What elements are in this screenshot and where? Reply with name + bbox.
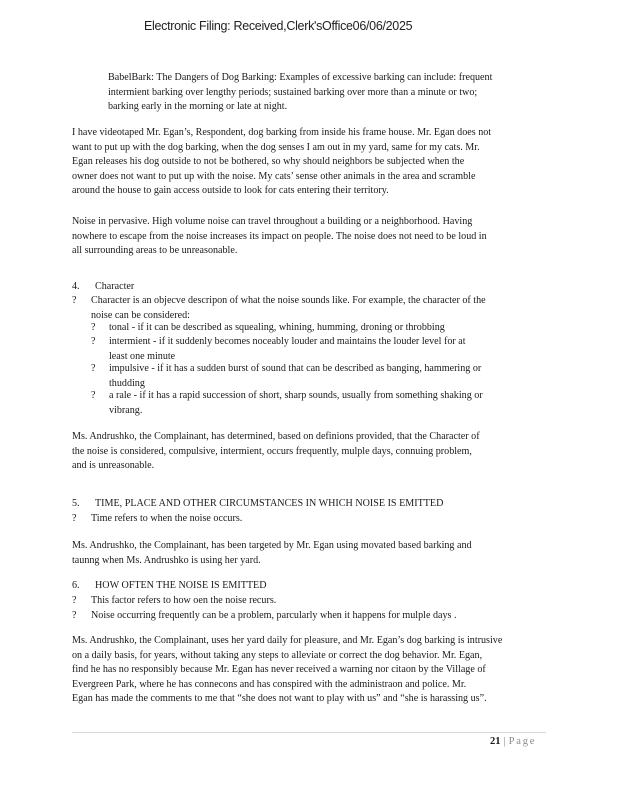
- paragraph-line: all surrounding areas to be unreasonable.: [72, 245, 238, 257]
- paragraph-line: intermient - if it suddenly becomes noceably louder and maintains the louder level for at: [109, 336, 466, 347]
- section-6-item: This factor refers to how oen the noise recurs.: [91, 595, 277, 606]
- page-separator: |: [503, 736, 506, 747]
- paragraph-line: Evergreen Park, where he has connecons and has conspired with the administraon and police. Mr.: [72, 678, 467, 690]
- section-4-number: 4.: [72, 281, 80, 292]
- bullet-symbol: ?: [72, 513, 77, 524]
- section-5-item: Time refers to when the noise occurs.: [91, 513, 243, 524]
- bullet-symbol: ?: [72, 295, 77, 306]
- section-5-number: 5.: [72, 498, 80, 509]
- quote-block: [108, 71, 492, 115]
- paragraph-pervasive: [72, 215, 487, 259]
- quote-line: BabelBark: The Dangers of Dog Barking: Examples of excessive barking can include: frequent: [108, 72, 493, 83]
- paragraph-line: a rale - if it has a rapid succession of short, sharp sounds, usually from something shaking or: [109, 390, 483, 401]
- paragraph-line: vibrang.: [109, 404, 143, 416]
- bullet-symbol: ?: [91, 390, 96, 401]
- paragraph-targeted: [72, 539, 472, 568]
- character-item-tonal: [109, 321, 445, 336]
- bullet-symbol: ?: [91, 322, 96, 333]
- bullet-symbol: ?: [72, 610, 77, 621]
- bullet-symbol: ?: [91, 363, 96, 374]
- paragraph-line: thudding: [109, 377, 145, 389]
- page-number: 21: [490, 736, 501, 747]
- section-6-title: HOW OFTEN THE NOISE IS EMITTED: [95, 580, 267, 591]
- page-footer: [490, 736, 536, 747]
- paragraph-line: noise can be considered:: [91, 309, 190, 321]
- paragraph-line: Ms. Andrushko, the Complainant, has been targeted by Mr. Egan using movated based barking and: [72, 540, 472, 551]
- section-6-item: Noise occurring frequently can be a problem, parcularly when it happens for mulple days .: [91, 610, 457, 621]
- bullet-symbol: ?: [91, 336, 96, 347]
- page-label: Page: [508, 736, 537, 747]
- bullet-symbol: ?: [72, 595, 77, 606]
- paragraph-line: and is unreasonable.: [72, 460, 155, 472]
- character-item-intermittent: [109, 335, 466, 364]
- paragraph-line: owner does not want to put up with the noise. My cats’ sense other animals in the area and scramble: [72, 170, 476, 182]
- paragraph-line: Character is an objecve descripon of what the noise sounds like. For example, the character of the: [91, 295, 486, 306]
- section-4-title: Character: [95, 281, 135, 292]
- section-4-intro: [91, 294, 486, 323]
- paragraph-line: on a daily basis, for years, without taking any steps to alleviate or correct the dog behavior. Mr. Egan,: [72, 649, 483, 661]
- paragraph-line: Noise in pervasive. High volume noise can travel throughout a building or a neighborhood. Having: [72, 216, 473, 227]
- paragraph-videotape: [72, 126, 491, 199]
- paragraph-line: Egan releases his dog outside to not be bothered, so why should neighbors be subjected when the: [72, 156, 465, 168]
- quote-line: intermient barking over lengthy periods; sustained barking over more than a minute or two;: [108, 86, 478, 98]
- paragraph-line: taunng when Ms. Andrushko is using her yard.: [72, 554, 261, 566]
- electronic-filing-stamp: Electronic Filing: Received,Clerk'sOffice06/06/2025: [144, 19, 413, 33]
- paragraph-line: want to put up with the dog barking, when the dog senses I am out in my yard, same for my cats. Mr.: [72, 141, 480, 153]
- character-item-rattle: [109, 389, 483, 418]
- paragraph-line: least one minute: [109, 350, 176, 362]
- character-item-impulsive: [109, 362, 481, 391]
- paragraph-line: around the house to gain access outside to look for cats entering their territory.: [72, 185, 389, 197]
- paragraph-character-determination: [72, 430, 480, 474]
- paragraph-line: tonal - if it can be described as squealing, whining, humming, droning or throbbing: [109, 322, 445, 333]
- paragraph-line: find he has no responsibly because Mr. Egan has never received a warning nor citaon by the Village of: [72, 664, 486, 676]
- paragraph-line: impulsive - if it has a sudden burst of sound that can be described as banging, hammering or: [109, 363, 482, 374]
- footer-divider: [72, 732, 546, 733]
- paragraph-line: nowhere to escape from the noise increases its impact on people. The noise does not need to be loud in: [72, 230, 487, 242]
- paragraph-line: I have videotaped Mr. Egan’s, Respondent, dog barking from inside his frame house. Mr. Egan does not: [72, 127, 492, 138]
- quote-line: barking early in the morning or late at night.: [108, 101, 288, 113]
- section-6-number: 6.: [72, 580, 80, 591]
- paragraph-daily-use: [72, 634, 502, 707]
- paragraph-line: Egan has made the comments to me that “she does not want to play with us” and “she is harassing us”.: [72, 693, 487, 705]
- paragraph-line: the noise is considered, compulsive, intermient, occurs frequently, mulple days, connuing problem,: [72, 445, 472, 457]
- paragraph-line: Ms. Andrushko, the Complainant, uses her yard daily for pleasure, and Mr. Egan’s dog barking is intrusive: [72, 635, 503, 646]
- section-5-title: TIME, PLACE AND OTHER CIRCUMSTANCES IN WHICH NOISE IS EMITTED: [95, 498, 444, 509]
- paragraph-line: Ms. Andrushko, the Complainant, has determined, based on definions provided, that the Character of: [72, 431, 480, 442]
